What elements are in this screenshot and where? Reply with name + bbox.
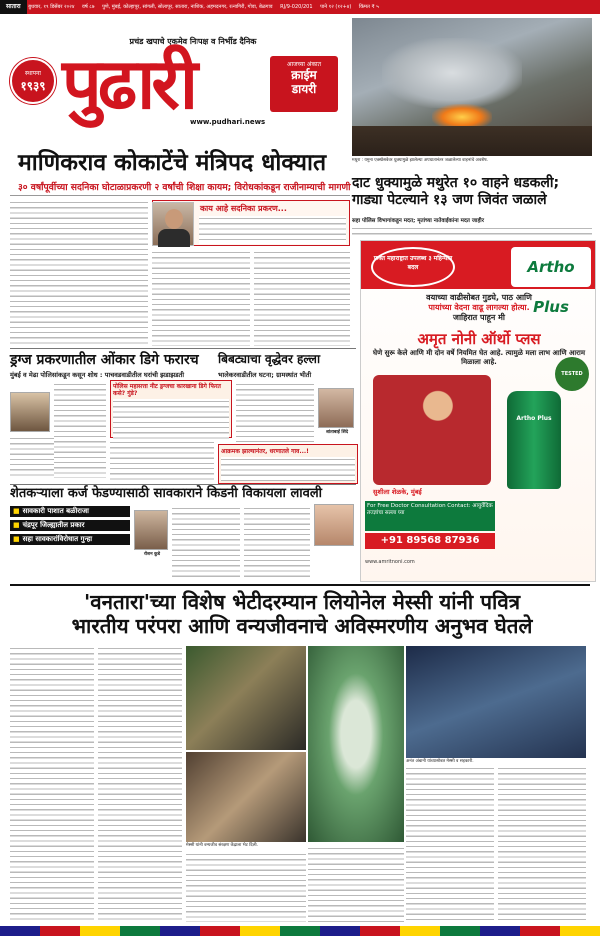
lead-deck: ३० वर्षांपूर्वीच्या सदनिका घोटाळाप्रकरणी २ वर्षांची शिक्षा कायम; विरोधकांकडून राजीनाम्याची मागणी bbox=[18, 182, 351, 193]
crime-promo-title-2: डायरी bbox=[291, 82, 317, 96]
leopard-subheadline: भालेकरवाडीतील घटना; ग्रामस्थांत भीती bbox=[218, 371, 312, 379]
top-strip bbox=[0, 0, 600, 14]
fog-headline-line2[interactable]: गाड्या पेटल्याने १३ जण जिवंत जळाले bbox=[352, 192, 547, 208]
ad-question-line1: वयाच्या वाढीसोबत गुडघे, पाठ आणि bbox=[426, 293, 532, 302]
messi-body-text-3 bbox=[186, 852, 306, 922]
ad-product-name: अमृत नोनी ऑर्थो प्लस bbox=[417, 330, 541, 348]
drugs-headline[interactable]: ड्रग्ज प्रकरणातील ओंकार डिगे फरारच bbox=[10, 352, 199, 368]
lead-body-text-2 bbox=[152, 250, 250, 346]
leopard-body-text bbox=[236, 382, 314, 442]
drugs-body-text-2 bbox=[10, 436, 54, 478]
smoke-shape bbox=[382, 38, 522, 108]
context-box-text bbox=[199, 216, 346, 244]
drugs-body-text bbox=[54, 382, 106, 478]
artho-plus-ad[interactable] bbox=[360, 240, 596, 582]
issue-date: बुधवार, १९ डिसेंबर २०२४ bbox=[28, 4, 75, 10]
victim-photo bbox=[318, 388, 354, 428]
messi-body-text bbox=[10, 646, 94, 922]
fog-body-text bbox=[352, 226, 592, 238]
kidney-body-text-2 bbox=[244, 506, 310, 580]
context-box-heading: काय आहे सदनिका प्रकरण... bbox=[200, 204, 287, 213]
ganesh-idol-photo bbox=[308, 646, 404, 842]
police-box-text bbox=[113, 399, 229, 439]
ad-consult-text: For Free Doctor Consultation Contact: आयुर्वेदिक तज्ज्ञांचा सल्ला घ्या bbox=[365, 501, 495, 531]
messi-headline-line2: भारतीय परंपरा आणि वन्यजीवनाचे अविस्मरणीय अनुभव घेतले bbox=[71, 614, 533, 638]
edition-city: सातारा bbox=[0, 0, 27, 14]
messi-body-text-6 bbox=[498, 766, 586, 922]
divider bbox=[10, 195, 350, 196]
kidney-bullet: ■ चंद्रपूर जिल्ह्यातील प्रकार bbox=[10, 520, 130, 531]
registration-color-bar bbox=[0, 926, 600, 936]
founded-label: स्थापना bbox=[25, 70, 41, 77]
kidney-body-text bbox=[172, 506, 240, 580]
face-shape bbox=[165, 209, 183, 229]
crime-diary-promo[interactable] bbox=[270, 56, 338, 112]
kidney-bullet: ■ सावकारी पाशात बळीराजा bbox=[10, 506, 130, 517]
group-photo bbox=[406, 646, 586, 758]
police-box-heading: पोलिस महासत्ता नीट ड्रग्जचा कारखाना डिगे फिरत कसे? गुंडे? bbox=[113, 383, 221, 397]
kidney-photo bbox=[314, 504, 354, 546]
kidney-bullets bbox=[10, 506, 130, 545]
photo-caption: मेस्सी यांनी वन्यजीव संरक्षण केंद्राला भेट दिली. bbox=[186, 843, 258, 848]
price: किंमत ₹ ५ bbox=[358, 4, 379, 10]
messi-body-text-5 bbox=[406, 766, 494, 922]
ad-website[interactable]: www.amritnoni.com bbox=[365, 559, 415, 565]
accused-photo bbox=[10, 392, 50, 432]
ad-description: घेणे सुरू केले आणि मी दोन वर्षे नियमित घेत आहे. त्यामुळे मला लाभ आणि आराम मिळाला आहे. bbox=[372, 349, 586, 366]
leopard-sidebar bbox=[218, 444, 358, 484]
accused-name: रोशन कुडे bbox=[144, 552, 160, 557]
page-count: पाने १२ (१२+४) bbox=[320, 4, 352, 10]
messi-photo-2 bbox=[186, 752, 306, 842]
drugs-subheadline: मुंबई व मेढा पोलिसांकडून कसून शोध : पाचवडवाडीतील घरांची झडाझडती bbox=[10, 371, 185, 379]
suit-shape bbox=[158, 229, 190, 247]
masthead-tagline: प्रचंड खपाचे एकमेव निःपक्ष व निर्भीड दैनिक bbox=[129, 37, 257, 46]
messi-headline[interactable] bbox=[14, 590, 590, 638]
ad-question-line3: जाहिरात पाहून मी bbox=[453, 313, 505, 322]
accident-photo-caption: मथुरा : यमुना एक्स्प्रेसवेवर धुक्यामुळे झालेल्या अपघातानंतर जळालेल्या वाहनांचे अवशेष. bbox=[352, 158, 488, 163]
wreckage-shape bbox=[352, 126, 592, 156]
ad-question bbox=[365, 293, 593, 323]
ad-badge: फक्त महाराष्ट्रात उपलब्ध ३ महिन्यांत बदल bbox=[371, 247, 455, 287]
crime-promo-title: क्राईम bbox=[291, 68, 317, 82]
politician-photo bbox=[152, 202, 194, 246]
messi-body-text-2 bbox=[98, 646, 182, 922]
divider bbox=[10, 484, 356, 485]
messi-body-text-4 bbox=[308, 846, 404, 922]
fog-headline-line1[interactable]: दाट धुक्यामुळे मथुरेत १० वाहने धडकली; bbox=[352, 175, 560, 191]
kidney-headline[interactable]: शेतकऱ्याला कर्ज फेडण्यासाठी सावकाराने किडनी विकायला लावली bbox=[10, 486, 323, 501]
messi-headline-line1: 'वनतारा'च्या विशेष भेटीदरम्यान लियोनेल मेस्सी यांनी पवित्र bbox=[83, 590, 521, 614]
accident-photo bbox=[352, 18, 592, 156]
testimonial-woman-photo bbox=[373, 375, 491, 485]
fog-subheadline: सहा पोलिस विभागांकडून मदत; मृतांच्या नातेवाईकांना मदत जाहीर bbox=[352, 218, 484, 224]
accused-photo bbox=[134, 510, 168, 550]
lead-body-text bbox=[10, 200, 148, 346]
leopard-sidebar-heading: आक्रमक झाल्यानंतर, धरणातले गाव...! bbox=[221, 448, 309, 455]
photo-caption: अनंत अंबानी यांच्यासोबत मेस्सी व सहकारी. bbox=[406, 759, 474, 764]
edition-cities: पुणे, मुंबई, कोल्हापूर, सांगली, सोलापूर, सातारा, नाशिक, अहमदनगर, रत्नागिरी, गोवा, बेळगाव bbox=[102, 4, 273, 10]
website-url[interactable]: www.pudhari.news bbox=[190, 118, 266, 126]
founded-badge bbox=[10, 58, 56, 104]
crime-promo-label: आजच्या अंकात bbox=[286, 61, 322, 68]
drugs-body-text-3 bbox=[110, 440, 214, 480]
lead-headline[interactable]: माणिकराव कोकाटेंचे मंत्रिपद धोक्यात bbox=[18, 150, 327, 176]
police-question-box bbox=[110, 380, 232, 438]
testimonial-name: सुशीला शेळके, मुंबई bbox=[373, 488, 422, 496]
registration-number: RJ/9-020/201 bbox=[280, 4, 313, 10]
messi-photo-1 bbox=[186, 646, 306, 750]
tested-seal: TESTED bbox=[555, 357, 589, 391]
leopard-sidebar-text bbox=[221, 457, 355, 481]
divider bbox=[10, 584, 590, 586]
ad-phone-number[interactable]: +91 89568 87936 bbox=[365, 533, 495, 549]
ad-brand-logo: Artho Plus bbox=[511, 247, 591, 287]
victim-name: शांताबाई शिंदे bbox=[325, 430, 349, 435]
divider bbox=[10, 348, 356, 349]
issue-edition: वर्ष ८७ bbox=[82, 4, 95, 10]
kidney-bullet: ■ सहा सावकारांविरोधात गुन्हा bbox=[10, 534, 130, 545]
founded-year: १९३९ bbox=[20, 79, 46, 93]
lead-body-text-3 bbox=[254, 250, 350, 346]
product-bottle: Artho Plus bbox=[507, 391, 561, 489]
leopard-headline[interactable]: बिबट्याचा वृद्धेवर हल्ला bbox=[218, 352, 321, 366]
newspaper-logo: पुढारी bbox=[62, 42, 195, 125]
ad-question-line2: पायांच्या वेदना वाढू लागल्या होत्या. bbox=[428, 303, 530, 312]
